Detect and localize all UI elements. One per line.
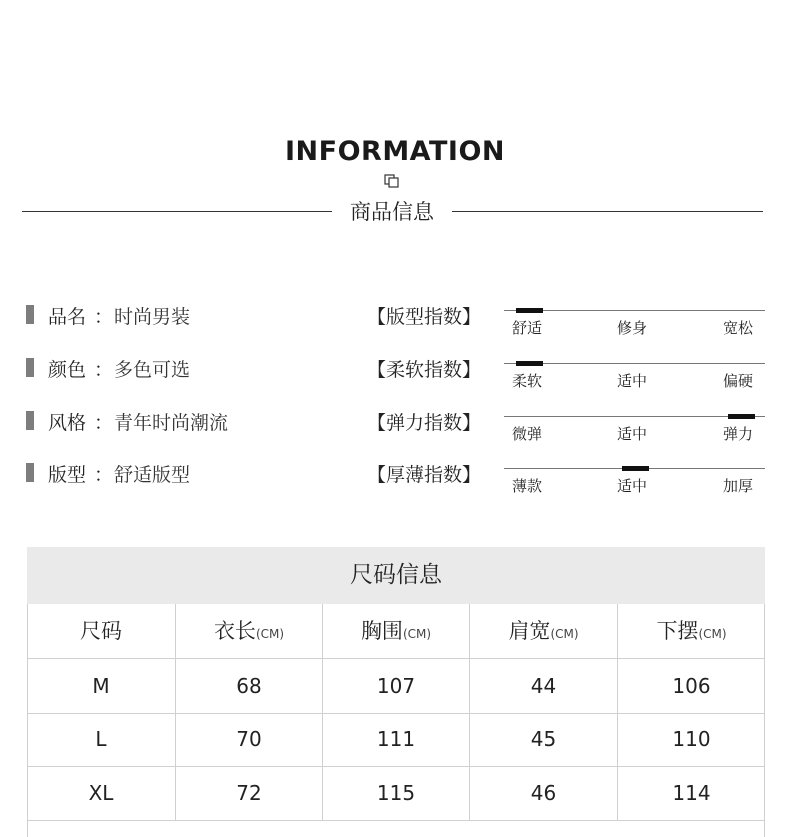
header-unit: (CM) (255, 627, 285, 641)
info-colon: ： (94, 412, 114, 434)
index-scale-thickness (504, 466, 765, 502)
bullet-bar (26, 411, 34, 430)
table-cell: 107 (323, 659, 470, 713)
table-cell: 45 (470, 712, 618, 766)
bullet-bar (26, 305, 34, 324)
table-cell: 111 (323, 712, 470, 766)
header-unit: (CM) (550, 627, 579, 641)
table-cell: 46 (470, 766, 618, 820)
index-name-thickness: 【厚薄指数】 (367, 464, 482, 486)
index-name-fit: 【版型指数】 (367, 306, 482, 328)
header-text: 肩宽 (508, 619, 551, 643)
header-cell (470, 604, 618, 658)
header-text: 下摆 (656, 619, 699, 643)
header-cell (323, 604, 470, 658)
bullet-bar (26, 358, 34, 377)
scale-label: 适中 (617, 477, 648, 495)
table-cell: L (27, 712, 176, 766)
index-name-elasticity: 【弹力指数】 (367, 412, 482, 434)
size-table (27, 547, 765, 837)
scale-line (504, 310, 765, 311)
info-colon: ： (94, 306, 114, 328)
scale-label: 宽松 (723, 319, 754, 337)
table-cell: 106 (672, 674, 711, 698)
table-row (27, 712, 765, 767)
index-scale-fit (504, 308, 765, 344)
table-cell: 44 (470, 659, 618, 713)
scale-label: 柔软 (512, 372, 543, 390)
index-name-softness: 【柔软指数】 (367, 359, 482, 381)
info-value: 多色可选 (114, 359, 191, 381)
bullet-bar (26, 463, 34, 482)
header-text: 尺码 (80, 619, 122, 643)
size-table-title: 尺码信息 (27, 547, 765, 604)
scale-label: 微弹 (512, 425, 543, 443)
table-cell: 68 (176, 659, 323, 713)
scale-marker (728, 414, 755, 419)
info-colon: ： (94, 359, 114, 381)
info-label: 颜色 (48, 359, 87, 381)
scale-label: 偏硬 (723, 372, 754, 390)
table-cell: M (27, 659, 176, 713)
scale-label: 弹力 (723, 425, 754, 443)
table-cell: 70 (176, 712, 323, 766)
header-cell (618, 604, 765, 658)
info-value: 青年时尚潮流 (114, 412, 229, 434)
table-cell: 114 (672, 781, 711, 805)
header-unit: (CM) (698, 627, 727, 641)
table-cell: 72 (176, 766, 323, 820)
table-header-row (27, 604, 765, 659)
scale-label: 适中 (617, 372, 648, 390)
table-cell: 115 (323, 766, 470, 820)
divider-right (452, 211, 763, 212)
copy-squares-icon (384, 174, 400, 188)
scale-marker (516, 308, 543, 313)
scale-label: 舒适 (512, 319, 543, 337)
table-cell: XL (27, 766, 176, 820)
index-scale-softness (504, 361, 765, 397)
divider-left (22, 211, 332, 212)
info-label: 品名 (48, 306, 87, 328)
scale-label: 适中 (617, 425, 648, 443)
scale-label: 薄款 (512, 477, 543, 495)
header-cell (27, 604, 176, 658)
header-cell (176, 604, 323, 658)
info-colon: ： (94, 464, 114, 486)
scale-label: 修身 (617, 319, 648, 337)
table-row (27, 659, 765, 714)
header-text: 胸围 (360, 619, 403, 643)
scale-line (504, 416, 765, 417)
scale-marker (622, 466, 649, 471)
info-value: 时尚男装 (114, 306, 191, 328)
scale-marker (516, 361, 543, 366)
info-label: 风格 (48, 412, 87, 434)
index-scale-elasticity (504, 414, 765, 450)
table-cell: 110 (672, 727, 711, 751)
page-title: INFORMATION (284, 136, 505, 167)
scale-label: 加厚 (723, 477, 754, 495)
scale-line (504, 363, 765, 364)
table-row (27, 766, 765, 821)
header-text: 衣长 (213, 619, 256, 643)
header-unit: (CM) (402, 627, 432, 641)
info-value: 舒适版型 (114, 464, 191, 486)
info-label: 版型 (48, 464, 87, 486)
section-title: 商品信息 (350, 200, 434, 224)
